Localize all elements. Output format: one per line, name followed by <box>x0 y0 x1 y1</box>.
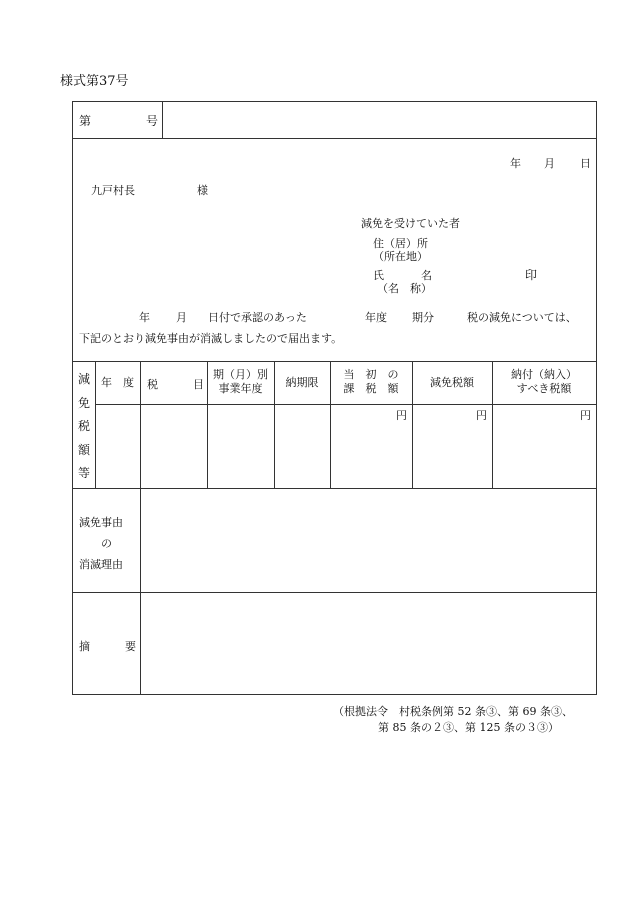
header-payable-2: すべき税額 <box>516 382 572 395</box>
reason-label-1: 減免事由 <box>79 516 123 529</box>
yen-unit-payable: 円 <box>580 409 591 422</box>
statement-fiscal-year: 年度 <box>365 311 387 324</box>
header-period-2: 事業年度 <box>218 382 263 395</box>
date-day-label: 日 <box>580 157 591 170</box>
legal-basis-line-2: 第 85 条の２③、第 125 条の３③） <box>378 721 559 734</box>
addressee-honorific: 様 <box>197 184 208 197</box>
side-label-char: 減 <box>77 372 90 386</box>
side-label-char: 税 <box>77 419 90 433</box>
header-initial-1: 当 初 の <box>343 368 399 381</box>
address-label: 住（居）所 <box>373 237 428 250</box>
statement-line-2: 下記のとおり減免事由が消滅しましたので届出ます。 <box>79 332 343 345</box>
table-side-label <box>73 368 95 486</box>
number-row-bottom <box>73 138 596 139</box>
number-row-divider <box>162 102 163 138</box>
statement-term: 期分 <box>412 311 434 324</box>
header-reduction: 減免税額 <box>430 376 474 389</box>
header-fiscal-year: 年 度 <box>101 376 134 389</box>
side-label-char: 額 <box>77 442 90 457</box>
reason-row-bottom <box>73 592 596 593</box>
side-label-char: 等 <box>77 466 90 480</box>
number-label-right: 号 <box>146 114 159 128</box>
remarks-label-1: 摘 <box>79 640 90 653</box>
side-label-char: 免 <box>77 395 90 410</box>
table-col-divider-2 <box>140 361 141 695</box>
number-label-left: 第 <box>79 114 92 128</box>
seal-mark: 印 <box>525 268 538 282</box>
applicant-heading: 減免を受けていた者 <box>361 217 460 230</box>
form-number: 様式第37号 <box>60 74 129 89</box>
address-sub-label: （所在地） <box>373 250 428 263</box>
header-tax-item-2: 目 <box>193 378 204 391</box>
notification-form <box>72 101 597 695</box>
reason-label-2: の <box>101 537 112 550</box>
statement-tax-exemption: 税の減免については、 <box>467 311 577 324</box>
statement-month: 月 <box>176 311 187 324</box>
date-year-label: 年 <box>510 157 521 170</box>
header-payable-1: 納付（納入） <box>511 368 577 381</box>
statement-year: 年 <box>139 311 150 324</box>
header-deadline: 納期限 <box>285 376 319 389</box>
header-initial-2: 課 税 額 <box>343 382 399 395</box>
legal-basis-line-1: （根拠法令 村税条例第 52 条③、第 69 条③、 <box>333 705 573 718</box>
header-tax-item-1: 税 <box>147 378 158 391</box>
remarks-label-2: 要 <box>125 640 136 653</box>
yen-unit-reduction: 円 <box>476 409 487 422</box>
date-month-label: 月 <box>544 157 555 170</box>
table-top-line <box>73 361 596 362</box>
reason-label-3: 消滅理由 <box>79 558 123 571</box>
yen-unit-initial: 円 <box>396 409 407 422</box>
addressee: 九戸村長 <box>91 184 135 197</box>
header-period-1: 期（月）別 <box>213 368 268 381</box>
name-label-1: 氏 <box>373 269 384 282</box>
name-label-2: 名 <box>421 269 432 282</box>
name-sub-label: （名 称） <box>377 282 432 295</box>
table-bottom-line <box>73 488 596 489</box>
table-header-bottom <box>95 404 596 405</box>
statement-approved: 日付で承認のあった <box>208 311 307 324</box>
